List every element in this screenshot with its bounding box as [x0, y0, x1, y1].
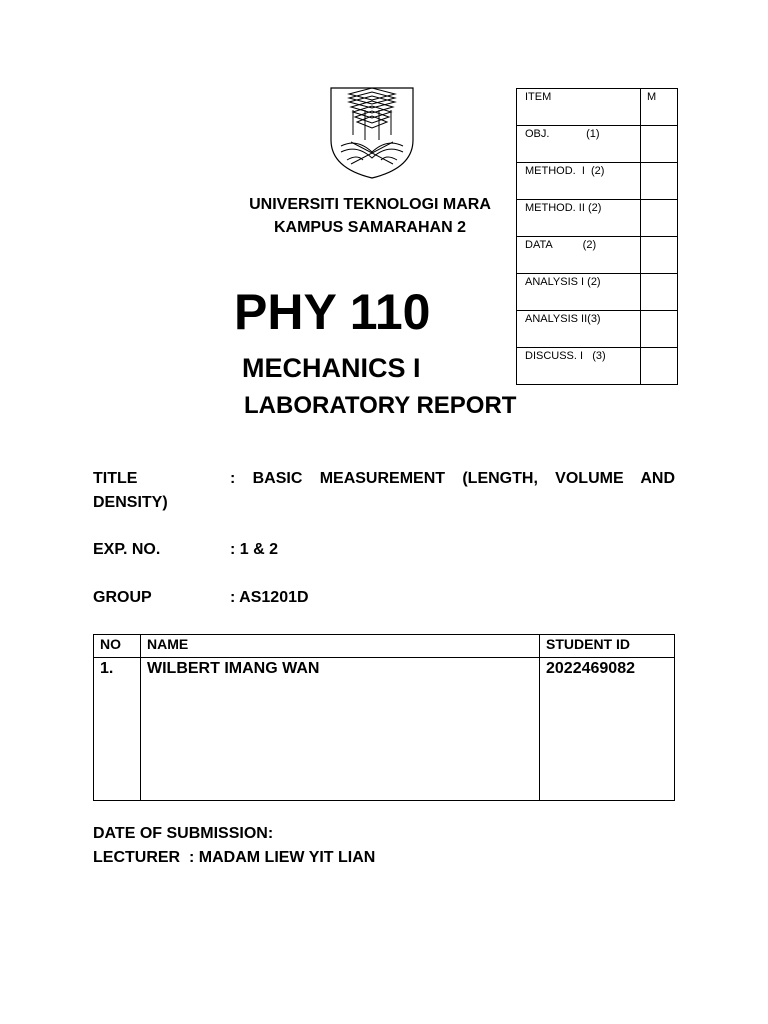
- title-value-continued: DENSITY): [93, 494, 168, 511]
- experiment-value: : 1 & 2: [230, 541, 279, 558]
- university-logo-icon: [327, 80, 417, 180]
- university-name: UNIVERSITI TEKNOLOGI MARA: [249, 196, 491, 213]
- marks-cell: [641, 200, 678, 237]
- marks-item: OBJ. (1): [517, 126, 641, 163]
- students-table: [93, 634, 675, 801]
- marks-item: DISCUSS. I (3): [517, 348, 641, 385]
- course-code: PHY 110: [234, 284, 431, 340]
- course-name: MECHANICS I: [242, 353, 421, 383]
- marks-header-row: [517, 89, 678, 126]
- students-header-row: [94, 635, 675, 658]
- group-value: : AS1201D: [230, 589, 309, 606]
- marks-row: [517, 200, 678, 237]
- student-id: 2022469082: [540, 658, 675, 801]
- student-name: WILBERT IMANG WAN: [141, 658, 540, 801]
- header-student-id: STUDENT ID: [540, 635, 675, 658]
- marks-row: [517, 348, 678, 385]
- header-no: NO: [94, 635, 141, 658]
- title-label: TITLE: [93, 470, 138, 487]
- marks-item: DATA (2): [517, 237, 641, 274]
- marks-row: [517, 274, 678, 311]
- marks-cell: [641, 348, 678, 385]
- marks-table: [516, 88, 678, 385]
- marks-header-item: ITEM: [517, 89, 641, 126]
- marks-item: ANALYSIS I (2): [517, 274, 641, 311]
- marks-cell: [641, 163, 678, 200]
- marks-table-wrap: [516, 88, 679, 362]
- marks-row: [517, 237, 678, 274]
- university-block: [230, 193, 510, 239]
- marks-row: [517, 163, 678, 200]
- marks-item: ANALYSIS II(3): [517, 311, 641, 348]
- campus-name: KAMPUS SAMARAHAN 2: [273, 219, 466, 236]
- marks-cell: [641, 311, 678, 348]
- report-type: LABORATORY REPORT: [244, 392, 517, 419]
- header-name: NAME: [141, 635, 540, 658]
- marks-cell: [641, 274, 678, 311]
- marks-row: [517, 126, 678, 163]
- marks-item: METHOD. II (2): [517, 200, 641, 237]
- lecturer-line: LECTURER : MADAM LIEW YIT LIAN: [93, 849, 376, 866]
- marks-row: [517, 311, 678, 348]
- experiment-label: EXP. NO.: [93, 541, 161, 558]
- marks-item: METHOD. I (2): [517, 163, 641, 200]
- marks-header-mark: M: [641, 89, 678, 126]
- marks-cell: [641, 126, 678, 163]
- group-label: GROUP: [93, 589, 152, 606]
- title-value: : BASIC MEASUREMENT (LENGTH, VOLUME AND: [230, 470, 675, 487]
- submission-date-label: DATE OF SUBMISSION:: [93, 825, 274, 842]
- student-no: 1.: [94, 658, 141, 801]
- student-row: [94, 658, 675, 801]
- marks-cell: [641, 237, 678, 274]
